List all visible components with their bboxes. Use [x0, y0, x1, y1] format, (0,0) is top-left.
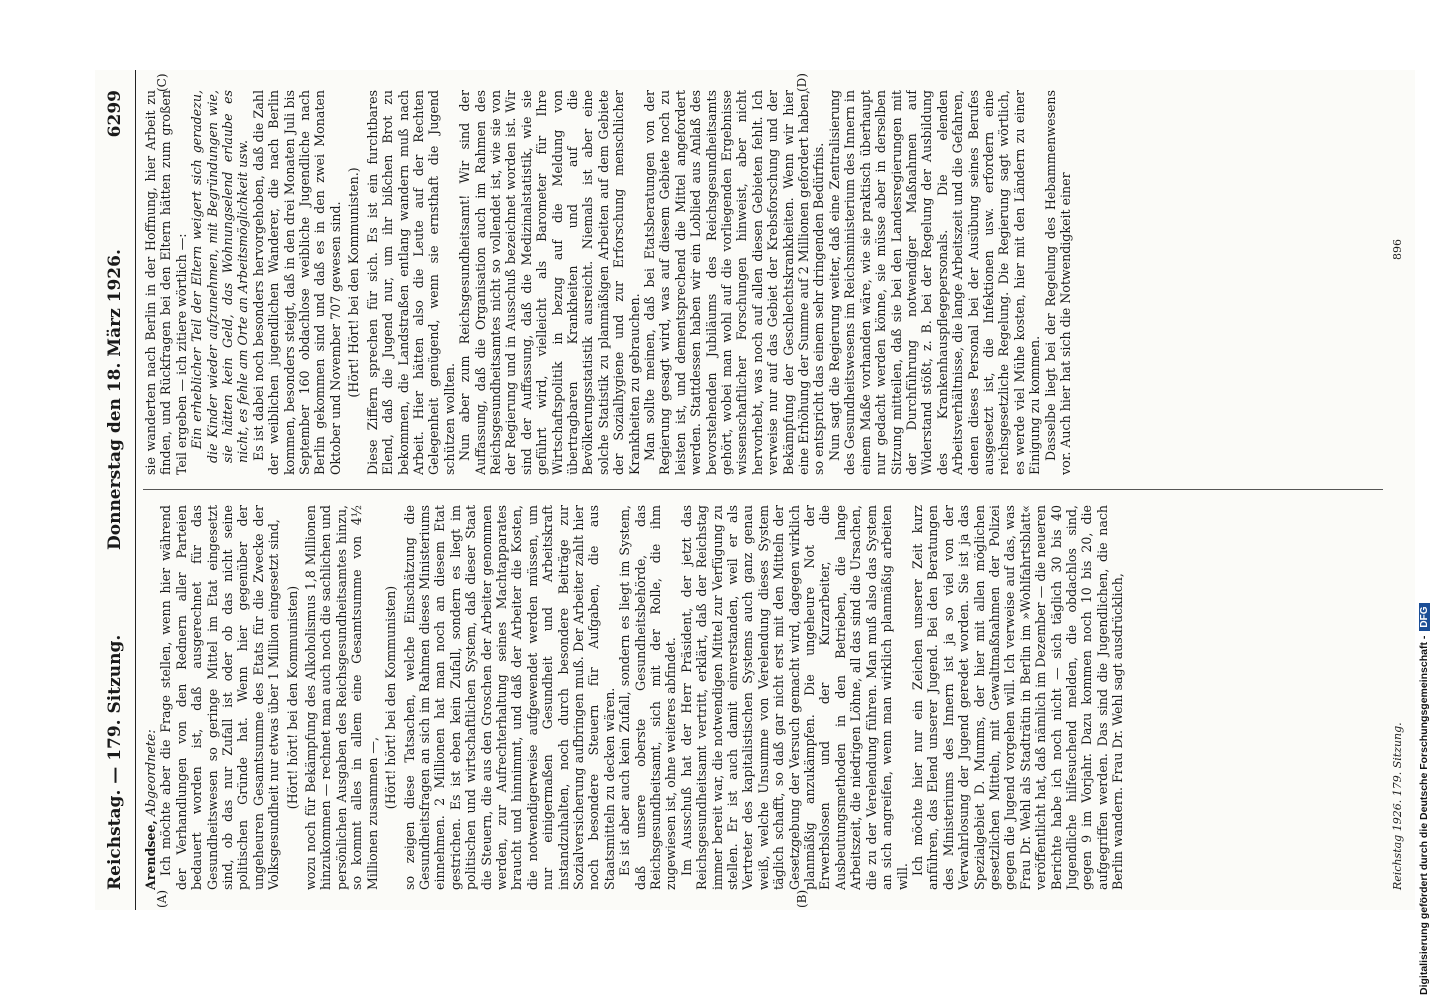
margin-marker-c: (C): [155, 73, 169, 92]
paragraph: Ich möchte aber die Frage stellen, wenn hier während der Verhandlungen von den Rednern aller Parteien bedauert worden ist, daß ausgerechnet für das Gesundheitswesen so geringe Mittel im Etat eingesetzt sind, ob das nur Zufall ist oder ob das nicht seine politischen Gründe hat. Wenn hier gegenüber der ungeheuren Gesamtsumme des Etats für die Zwecke der Volksgesundheit nur etwas über 1 Million eingesetzt sind,: [158, 505, 282, 890]
column-divider: [143, 489, 1383, 490]
paragraph: sie wanderten nach Berlin in der Hoffnung, hier Arbeit zu finden, und Rückfragen bei den Eltern hätten zum großen Teil ergeben — ich zitiere wörtlich —:: [143, 90, 189, 475]
right-column: [143, 90, 1383, 475]
footer-page-number: 896: [1391, 239, 1404, 260]
interjection: (Hört! hört! bei den Kommunisten): [383, 585, 399, 810]
margin-marker-b: (B): [795, 889, 809, 908]
credit-text: Digitalisierung gefördert durch die Deutsche Forschungsgemeinschaft -: [1418, 635, 1430, 995]
margin-marker-a: (A): [155, 889, 169, 908]
digitization-credit: [1418, 604, 1430, 996]
margin-marker-d: (D): [795, 73, 809, 92]
speaker-role: Abgeordnete:: [143, 729, 158, 817]
paragraph: Dasselbe liegt bei der Regelung des Hebammenwesens vor. Auch hier hat sich die Notwendigkeit einer: [1042, 90, 1073, 475]
paragraph: Diese Ziffern sprechen für sich. Es ist ein furchtbares Elend, daß die Jugend nur, um ihr bißchen Brot zu bekommen, die Landstraßen entlang wandern muß nach Arbeit. Hier hätten also die Leute auf der Rechten Gelegenheit genügend, wenn sie ernsthaft die Jugend schützen wollten.: [364, 90, 457, 475]
paragraph: Es ist dabei noch besonders hervorgehoben, daß die Zahl der weiblichen jugendlichen Wanderer, die nach Berlin kommen, besonders steigt, daß in den drei Monaten Juli bis September 160 obdachlose weibliche Jugendliche nach Berlin gekommen sind und daß es in den zwei Monaten Oktober und November 707 gewesen sind.: [250, 90, 343, 475]
speaker-name: Arendsee,: [143, 820, 158, 890]
footer-signature: Reichstag 1926. 179. Sitzung.: [1391, 722, 1404, 890]
interjection: (Hört! hört! bei den Kommunisten): [284, 585, 300, 810]
paragraph: Im Ausschuß hat der Herr Präsident, der jetzt das Reichsgesundheitsamt vertritt, erklärt, daß der Reichstag immer bereit war, die notwendigen Mittel zur Verfügung zu stellen. Er ist auch damit einverstanden, weil er als Vertreter des kapitalistischen Systems auch ganz genau weiß, welche Unsumme von Verelendung dieses System täglich schafft, so daß gar nicht erst mit den Mitteln der Gesetzgebung der Versuch gemacht wird, dagegen wirklich planmäßig anzukämpfen. Die ungeheure Not der Erwerbslosen und der Kurzarbeiter, die Ausbeutungsmethoden in den Betrieben, die lange Arbeitszeit, die niedrigen Löhne, all das sind die Ursachen, die zu der Verelendung führen. Man muß also das System an sich angreifen, wenn man wirklich planmäßig arbeiten will.: [678, 505, 910, 890]
paragraph: Es ist aber auch kein Zufall, sondern es liegt im System, daß unsere oberste Gesundheitsbehörde, das Reichsgesundheitsamt, sich mit der Rolle, die ihm zugewiesen ist, ohne weiteres abfindet.: [617, 505, 679, 890]
page-header: [95, 70, 136, 910]
interjection: (Hört! Hört! bei den Kommunisten.): [346, 167, 362, 398]
header-date: Donnerstag den 18. März 1926.: [105, 249, 125, 550]
header-left: Reichstag. — 179. Sitzung.: [105, 634, 125, 890]
paragraph: wozu noch für Bekämpfung des Alkoholismus 1,8 Millionen hinzukommen — rechnet man auch noch die sachlichen und persönlichen Ausgaben des Reichsgesundheitsamtes hinzu, so kommt alles in allem eine Gesamtsumme von 4½ Millionen zusammen —,: [303, 505, 380, 890]
paragraph: Nun aber zum Reichsgesundheitsamt! Wir sind der Auffassung, daß die Organisation auch im Rahmen des Reichsgesundheitsamtes nicht so vollendet ist, wie sie von der Regierung und in Ausschuß bezeichnet worden ist. Wir sind der Auffassung, daß die Medizinalstatistik, wie sie geführt wird, vielleicht als Barometer für Ihre Wirtschaftspolitik in bezug auf die Meldung von übertragbaren Krankheiten und auf die Bevölkerungsstatistik ausreicht. Niemals ist aber eine solche Statistik zu planmäßigen Arbeiten auf dem Gebiete der Sozialhygiene und zur Erforschung menschlicher Krankheiten zu gebrauchen.: [457, 90, 642, 475]
paragraph: so zeigen diese Tatsachen, welche Einschätzung die Gesundheitsfragen an sich im Rahmen dieses Ministeriums einnehmen. 2 Millionen hat man noch an diesem Etat gestrichen. Es ist eben kein Zufall, sondern es liegt im politischen und wirtschaftlichen System, daß dieser Staat die Steuern, die aus den Groschen der Arbeiter genommen werden, zur Aufrechterhaltung seines Machtapparates braucht und hinnimmt, und daß der Arbeiter die Kosten, die notwendigerweise aufgewendet werden müssen, um nur einigermaßen Gesundheit und Arbeitskraft instandzuhalten, noch durch besondere Beiträge zur Sozialversicherung aufbringen muß. Der Arbeiter zahlt hier noch besondere Steuern für Aufgaben, die aus Staatsmitteln zu decken wären.: [401, 505, 617, 890]
left-column: [143, 505, 1383, 890]
paragraph: Ich möchte hier nur ein Zeichen unserer Zeit kurz anführen, das Elend unserer Jugend. Bei den Beratungen des Ministeriums des Innern ist ja so viel von der Verwahrlosung der Jugend geredet worden. Sie ist ja das Spezialgebiet D. Mumms, der hier mit allen möglichen gesetzlichen Mitteln, mit Gewaltmaßnahmen der Polizei gegen die Jugend vorgehen will. Ich verweise auf das, was Frau Dr. Wehl als Stadträtin in Berlin im »Wohlfahrtsblatt« veröffentlicht hat, daß nämlich im Dezember — die neueren Berichte habe ich noch nicht — sich täglich 30 bis 40 Jugendliche hilfesuchend melden, die obdachlos sind, gegen 9 im Vorjahr. Dazu kommen noch 10 bis 20, die aufgegriffen werden. Das sind die Jugendlichen, die nach Berlin wandern. Frau Dr. Wehl sagt ausdrücklich,: [909, 505, 1126, 890]
dfg-logo: DFG: [1419, 604, 1430, 631]
paragraph: Nun sagt die Regierung weiter, daß eine Zentralisierung des Gesundheitswesens im Reichsministerium des Innern in einem Maße vorhanden wäre, wie sie praktisch überhaupt nur gedacht werden könne, sie müsse aber in derselben Sitzung mitteilen, daß sie bei den Landesregierungen mit der Durchführung notwendiger Maßnahmen auf Widerstand stößt, z. B. bei der Regelung der Ausbildung des Krankenhauspflegepersonals. Die elenden Arbeitsverhältnisse, die lange Arbeitszeit und die Gefahren, denen dieses Personal bei der Ausübung seines Berufes ausgesetzt ist, die Infektionen usw. erfordern eine reichsgesetzliche Regelung. Die Regierung sagt wörtlich, es werde viel Mühe kosten, hier mit den Ländern zu einer Einigung zu kommen.: [826, 90, 1043, 475]
header-page-number: 6299: [105, 90, 125, 138]
speaker-line: [143, 505, 158, 890]
quotation: Ein erheblicher Teil der Eltern weigert sich geradezu, die Kinder wieder aufzunehmen, mit Begründungen wie, sie hätten kein Geld, das Wohnungselend erlaube es nicht, es fehle am Orte an Arbeitsmöglichkeit usw.: [189, 90, 251, 463]
scanned-page: [95, 70, 1415, 910]
paragraph: Man sollte meinen, daß bei Etatsberatungen von der Regierung gesagt wird, was auf diesem Gebiete noch zu leisten ist, und dementsprechend die Mittel angefordert werden. Stattdessen haben wir ein Loblied aus Anlaß des bevorstehenden Jubiläums des Reichsgesundheitsamts gehört, wobei man wohl auf die vorliegenden Ergebnisse wissenschaftlicher Forschungen hinweist, aber nicht hervorhebt, was noch auf allen diesen Gebieten fehlt. Ich verweise nur auf das Gebiet der Krebsforschung und der Bekämpfung der Geschlechtskrankheiten. Wenn wir hier eine Erhöhung der Summe auf 2 Millionen gefordert haben, so entspricht das einem sehr dringenden Bedürfnis.: [642, 90, 827, 475]
